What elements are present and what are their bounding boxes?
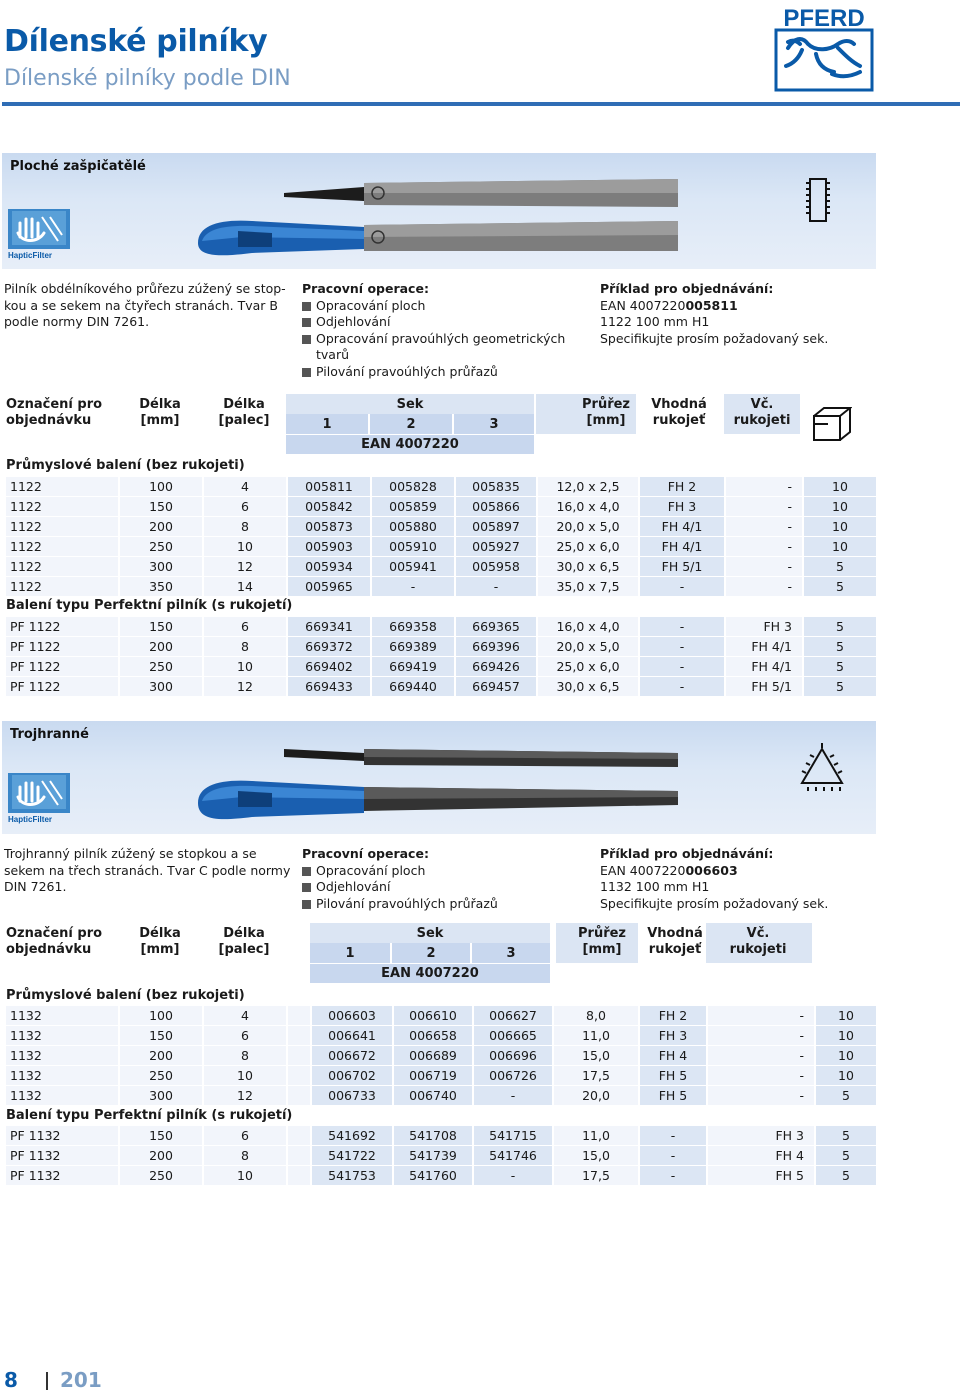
table-cell: 5 <box>816 1086 876 1105</box>
table-cell: 006719 <box>394 1066 472 1085</box>
section-description: Trojhranný pilník zúžený se stopkou a se sekem na třech stranách. Tvar C podle normy DIN 7261. <box>4 846 291 894</box>
table-cell: 20,0 x 5,0 <box>538 517 638 536</box>
table-cell: FH 2 <box>640 1006 706 1025</box>
table-cell: 150 <box>120 497 202 516</box>
table-cell: 006689 <box>394 1046 472 1065</box>
table-cell: 006610 <box>394 1006 472 1025</box>
table-cell: 1132 <box>6 1046 118 1065</box>
table-cell <box>288 1166 310 1185</box>
table-cell: 541715 <box>474 1126 552 1145</box>
table-cell: FH 3 <box>708 1126 814 1145</box>
table-cell: 4 <box>204 1006 286 1025</box>
table-cell: 005835 <box>456 477 536 496</box>
table-row <box>2 677 876 696</box>
table-row <box>2 1126 876 1145</box>
table-cell: 669419 <box>372 657 454 676</box>
table-cell: 669440 <box>372 677 454 696</box>
table-cell: 541746 <box>474 1146 552 1165</box>
table-cell: 006627 <box>474 1006 552 1025</box>
rectangular-section-icon <box>806 179 830 221</box>
section-band-flat <box>2 153 876 269</box>
table-cell <box>288 1066 310 1085</box>
table-cell: - <box>726 577 802 596</box>
table-cell: - <box>640 1146 706 1165</box>
table-cell: 12,0 x 2,5 <box>538 477 638 496</box>
table-cell: FH 5/1 <box>726 677 802 696</box>
table-cell: - <box>708 1046 814 1065</box>
table-cell: 10 <box>816 1066 876 1085</box>
operations-list: Pracovní operace: Opracování ploch Odjehlování Opracování pravoúhlých geometrických tvarů Pilování pravoúhlých průřazů <box>302 281 592 380</box>
table-cell: 669457 <box>456 677 536 696</box>
table-cell: - <box>726 477 802 496</box>
flat-file-illustration <box>2 153 876 269</box>
table-cell: 5 <box>804 617 876 636</box>
table-cell: 005965 <box>288 577 370 596</box>
table-cell: 5 <box>804 657 876 676</box>
table-cell: FH 3 <box>726 617 802 636</box>
table-cell: - <box>372 577 454 596</box>
table-cell: 5 <box>816 1146 876 1165</box>
table-cell: 669372 <box>288 637 370 656</box>
table-cell: 14 <box>204 577 286 596</box>
pferd-logo <box>772 4 876 92</box>
page-subtitle: Dílenské pilníky podle DIN <box>4 66 291 91</box>
table-cell: 005934 <box>288 557 370 576</box>
table-cell <box>288 1086 310 1105</box>
table-cell: 10 <box>816 1046 876 1065</box>
table-cell: 25,0 x 6,0 <box>538 657 638 676</box>
table-cell: 6 <box>204 617 286 636</box>
table-cell: 5 <box>804 557 876 576</box>
table-cell: 10 <box>804 477 876 496</box>
table-row <box>2 477 876 496</box>
table-cell: - <box>726 537 802 556</box>
table-cell: 16,0 x 4,0 <box>538 617 638 636</box>
haptic-filter-icon <box>8 773 70 824</box>
table-cell: 005897 <box>456 517 536 536</box>
table-cell: FH 2 <box>640 477 724 496</box>
table-cell: 5 <box>804 677 876 696</box>
table-cell: 005903 <box>288 537 370 556</box>
table-cell: 25,0 x 6,0 <box>538 537 638 556</box>
table-cell: 006696 <box>474 1046 552 1065</box>
table-cell: 669389 <box>372 637 454 656</box>
table-cell: 8 <box>204 637 286 656</box>
table-row <box>2 637 876 656</box>
table-cell: 541708 <box>394 1126 472 1145</box>
table-cell: PF 1132 <box>6 1166 118 1185</box>
group-title: Průmyslové balení (bez rukojeti) <box>6 458 245 473</box>
table-cell: 541753 <box>312 1166 392 1185</box>
table-cell: 30,0 x 6,5 <box>538 677 638 696</box>
table-cell: - <box>640 577 724 596</box>
table-cell: 20,0 x 5,0 <box>538 637 638 656</box>
table-cell: FH 4 <box>708 1146 814 1165</box>
table-cell: 1132 <box>6 1006 118 1025</box>
table-cell: 8 <box>204 1046 286 1065</box>
table-row <box>2 517 876 536</box>
package-icon <box>810 406 852 442</box>
table-cell: 1122 <box>6 477 118 496</box>
table-cell: 541692 <box>312 1126 392 1145</box>
table-cell: 17,5 <box>554 1166 638 1185</box>
table-cell: 12 <box>204 557 286 576</box>
table-cell: 6 <box>204 1126 286 1145</box>
table-cell: 1122 <box>6 577 118 596</box>
table-cell: FH 5/1 <box>640 557 724 576</box>
horse-icon <box>786 39 860 76</box>
table-cell: FH 3 <box>640 497 724 516</box>
table-cell: FH 5 <box>640 1066 706 1085</box>
table-cell: 669402 <box>288 657 370 676</box>
table-cell: 669426 <box>456 657 536 676</box>
table-row <box>2 537 876 556</box>
table-cell: FH 4/1 <box>640 537 724 556</box>
table-cell: 100 <box>120 477 202 496</box>
table-cell <box>288 1126 310 1145</box>
table-cell: 5 <box>804 577 876 596</box>
table-cell: 12 <box>204 677 286 696</box>
table-cell: FH 3 <box>640 1026 706 1045</box>
table-row <box>2 1146 876 1165</box>
table-cell: 6 <box>204 497 286 516</box>
table-cell: 1122 <box>6 517 118 536</box>
table-cell: 1132 <box>6 1086 118 1105</box>
haptic-filter-icon <box>8 209 70 260</box>
table-row <box>2 577 876 596</box>
table-cell: 541722 <box>312 1146 392 1165</box>
table-cell: - <box>474 1166 552 1185</box>
page-title: Dílenské pilníky <box>4 24 268 59</box>
table-cell <box>288 1146 310 1165</box>
table-cell: FH 5 <box>640 1086 706 1105</box>
table-cell: 300 <box>120 557 202 576</box>
logo-text: PFERD <box>783 5 865 32</box>
table-cell: 006672 <box>312 1046 392 1065</box>
table-cell: - <box>708 1066 814 1085</box>
table-cell: 1122 <box>6 537 118 556</box>
table-cell: 16,0 x 4,0 <box>538 497 638 516</box>
table-cell: 8 <box>204 1146 286 1165</box>
section-description: Pilník obdélníkového průřezu zúžený se stop- kou a se sekem na čtyřech stranách. Tvar B podle normy DIN 7261. <box>4 281 286 329</box>
table-cell: 10 <box>816 1026 876 1045</box>
table-cell: PF 1132 <box>6 1146 118 1165</box>
table-cell: 200 <box>120 517 202 536</box>
chapter-number: 8 <box>4 1368 18 1392</box>
page-number: 201 <box>60 1368 102 1392</box>
table-row <box>2 1046 876 1065</box>
group-title: Balení typu Perfektní pilník (s rukojetí) <box>6 598 293 613</box>
table-cell: 005910 <box>372 537 454 556</box>
table-cell: 250 <box>120 1166 202 1185</box>
table-cell: PF 1122 <box>6 657 118 676</box>
order-example: Příklad pro objednávání: EAN 4007220005811 1122 100 mm H1 Specifikujte prosím požadovaný sek. <box>600 281 829 346</box>
svg-text:HapticFilter: HapticFilter <box>8 251 53 260</box>
table-cell: 5 <box>804 637 876 656</box>
table-row <box>2 657 876 676</box>
table-cell: 006702 <box>312 1066 392 1085</box>
table-row <box>2 1086 876 1105</box>
table-cell: 1132 <box>6 1026 118 1045</box>
table-cell: 005866 <box>456 497 536 516</box>
table-cell: - <box>640 657 724 676</box>
table-cell: 005873 <box>288 517 370 536</box>
section-title: Ploché zašpičatělé <box>10 159 146 174</box>
table-cell: 10 <box>804 537 876 556</box>
table-cell: 005859 <box>372 497 454 516</box>
table-cell: 11,0 <box>554 1126 638 1145</box>
table-row <box>2 617 876 636</box>
table-cell: - <box>708 1006 814 1025</box>
table-cell: 1122 <box>6 497 118 516</box>
table-cell: 150 <box>120 617 202 636</box>
table-cell: 006641 <box>312 1026 392 1045</box>
table-cell: 20,0 <box>554 1086 638 1105</box>
table-cell: 250 <box>120 657 202 676</box>
table-cell: 5 <box>816 1166 876 1185</box>
table-cell: 10 <box>204 1166 286 1185</box>
table-cell: 12 <box>204 1086 286 1105</box>
table-cell: - <box>640 637 724 656</box>
table-cell: 1122 <box>6 557 118 576</box>
table-cell: 006658 <box>394 1026 472 1045</box>
table-cell: 15,0 <box>554 1146 638 1165</box>
table-cell: PF 1132 <box>6 1126 118 1145</box>
section-title: Trojhranné <box>10 727 90 742</box>
triangular-file-illustration <box>2 721 876 834</box>
table-cell: 200 <box>120 1046 202 1065</box>
table-cell: 005842 <box>288 497 370 516</box>
table-row <box>2 1026 876 1045</box>
table-cell: - <box>456 577 536 596</box>
table-cell <box>288 1046 310 1065</box>
table-cell: 300 <box>120 1086 202 1105</box>
table-row <box>2 1006 876 1025</box>
table-cell: 006603 <box>312 1006 392 1025</box>
table-cell: - <box>474 1086 552 1105</box>
table-cell <box>288 1006 310 1025</box>
table-cell: 005828 <box>372 477 454 496</box>
header-divider <box>2 102 960 106</box>
table-cell: 005880 <box>372 517 454 536</box>
table-cell: 150 <box>120 1026 202 1045</box>
table-cell: PF 1122 <box>6 637 118 656</box>
order-example: Příklad pro objednávání: EAN 4007220006603 1132 100 mm H1 Specifikujte prosím požadovaný sek. <box>600 846 829 911</box>
table-cell: 200 <box>120 1146 202 1165</box>
table-cell: 669433 <box>288 677 370 696</box>
table-cell: 11,0 <box>554 1026 638 1045</box>
table-cell: 300 <box>120 677 202 696</box>
table-row <box>2 1166 876 1185</box>
operations-list: Pracovní operace: Opracování ploch Odjehlování Pilování pravoúhlých průřazů <box>302 846 592 912</box>
table-cell: - <box>640 1166 706 1185</box>
table-cell: FH 4/1 <box>726 637 802 656</box>
group-title: Průmyslové balení (bez rukojeti) <box>6 988 245 1003</box>
table-cell: 8,0 <box>554 1006 638 1025</box>
table-cell: FH 4/1 <box>640 517 724 536</box>
table-cell: - <box>708 1086 814 1105</box>
table-row <box>2 1066 876 1085</box>
table-cell: 541760 <box>394 1166 472 1185</box>
table-cell: 35,0 x 7,5 <box>538 577 638 596</box>
table-cell: 8 <box>204 517 286 536</box>
table-cell: - <box>640 1126 706 1145</box>
table-cell: 200 <box>120 637 202 656</box>
table-cell: 100 <box>120 1006 202 1025</box>
table-cell: 10 <box>816 1006 876 1025</box>
table-cell: - <box>640 617 724 636</box>
table-cell: 006665 <box>474 1026 552 1045</box>
table-cell: FH 4/1 <box>726 657 802 676</box>
table-cell: 250 <box>120 1066 202 1085</box>
table-cell: 541739 <box>394 1146 472 1165</box>
table-cell: 669365 <box>456 617 536 636</box>
table-cell: - <box>640 677 724 696</box>
table-cell: FH 5 <box>708 1166 814 1185</box>
table-cell: 006733 <box>312 1086 392 1105</box>
table-cell: PF 1122 <box>6 617 118 636</box>
table-cell: 10 <box>804 497 876 516</box>
table-cell: 005941 <box>372 557 454 576</box>
table-cell: 15,0 <box>554 1046 638 1065</box>
table-cell: 10 <box>204 1066 286 1085</box>
svg-text:HapticFilter: HapticFilter <box>8 815 53 824</box>
table-cell: - <box>726 557 802 576</box>
section-band-triangular <box>2 721 876 834</box>
table-cell: FH 4 <box>640 1046 706 1065</box>
table-cell <box>288 1026 310 1045</box>
table-cell: 005927 <box>456 537 536 556</box>
table-row <box>2 557 876 576</box>
table-cell: 4 <box>204 477 286 496</box>
table-cell: 350 <box>120 577 202 596</box>
table-cell: 17,5 <box>554 1066 638 1085</box>
table-cell: 150 <box>120 1126 202 1145</box>
table-cell: 5 <box>816 1126 876 1145</box>
table-cell: 005811 <box>288 477 370 496</box>
table-cell: 669358 <box>372 617 454 636</box>
table-cell: PF 1122 <box>6 677 118 696</box>
table-cell: 005958 <box>456 557 536 576</box>
table-cell: - <box>726 517 802 536</box>
table-row <box>2 497 876 516</box>
table-cell: 669396 <box>456 637 536 656</box>
table-cell: - <box>708 1026 814 1045</box>
table-cell: 30,0 x 6,5 <box>538 557 638 576</box>
table-cell: 10 <box>204 657 286 676</box>
table-cell: 006726 <box>474 1066 552 1085</box>
table-cell: 10 <box>804 517 876 536</box>
table-cell: 669341 <box>288 617 370 636</box>
table-cell: 1132 <box>6 1066 118 1085</box>
table-cell: - <box>726 497 802 516</box>
table-cell: 6 <box>204 1026 286 1045</box>
table-cell: 006740 <box>394 1086 472 1105</box>
table-cell: 10 <box>204 537 286 556</box>
table-cell: 250 <box>120 537 202 556</box>
triangle-section-icon <box>802 743 842 791</box>
group-title: Balení typu Perfektní pilník (s rukojetí) <box>6 1108 293 1123</box>
footer-divider <box>46 1372 48 1390</box>
